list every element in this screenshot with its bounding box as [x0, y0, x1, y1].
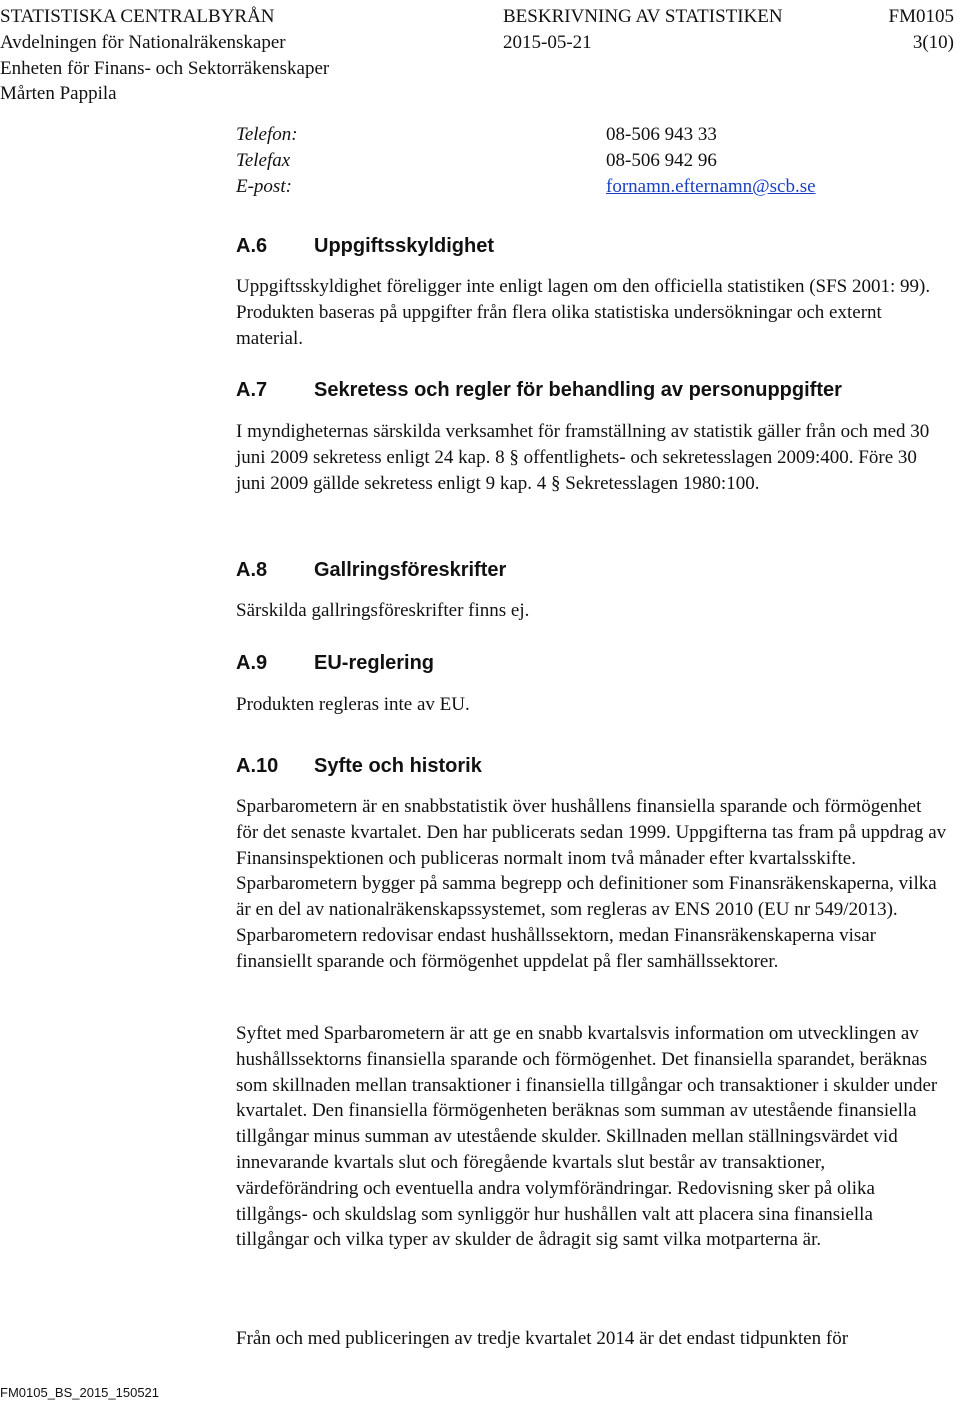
fax-value: 08-506 942 96: [606, 150, 717, 171]
section-a6-title: Uppgiftsskyldighet: [314, 235, 495, 257]
section-a8-title: Gallringsföreskrifter: [314, 559, 507, 581]
section-a7-title: Sekretess och regler för behandling av personuppgifter: [314, 379, 842, 401]
section-a10-number: A.10: [236, 755, 279, 777]
section-a8-text: Särskilda gallringsföreskrifter finns ej.: [236, 600, 530, 621]
header-author: Mårten Pappila: [0, 83, 117, 104]
phone-value: 08-506 943 33: [606, 124, 717, 145]
section-a10-paragraph-3: Från och med publiceringen av tredje kvartalet 2014 är det endast tidpunkten för: [236, 1328, 849, 1349]
email-link[interactable]: fornamn.efternamn@scb.se: [606, 176, 816, 197]
section-a9-number: A.9: [236, 652, 268, 674]
header-department: Avdelningen för Nationalräkenskaper: [0, 32, 286, 53]
header-date: 2015-05-21: [503, 32, 592, 53]
section-a9-text: Produkten regleras inte av EU.: [236, 694, 470, 715]
section-a8-number: A.8: [236, 559, 268, 581]
section-a6-number: A.6: [236, 235, 268, 257]
section-a6-text: Uppgiftsskyldighet föreligger inte enligt lagen om den officiella statistiken (SFS 2001: 99). Produkten baseras på uppgifter från flera olika statistiska undersökningar och externt material.: [236, 276, 931, 349]
header-unit: Enheten för Finans- och Sektorräkenskaper: [0, 58, 330, 79]
email-label: E-post:: [236, 176, 292, 197]
footer-doc-id: FM0105_BS_2015_150521: [0, 1385, 160, 1400]
phone-label: Telefon:: [236, 124, 298, 145]
header-doc-type: BESKRIVNING AV STATISTIKEN: [503, 6, 783, 27]
section-a10-title: Syfte och historik: [314, 755, 482, 777]
fax-label: Telefax: [236, 150, 291, 171]
section-a10-paragraph-1: Sparbarometern är en snabbstatistik över hushållens finansiella sparande och förmögenhet för det senaste kvartalet. Den har publicerats sedan 1999. Uppgifterna tas fram på uppdrag av Finansinspektionen och publiceras normalt inom två månader efter kvartalsskifte. Sparbarometern bygger på samma begrepp och definitioner som Finansräkenskaperna, vilka är en del av nationalräkenskapssystemet, som regleras av ENS 2010 (EU nr 549/2013). Sparbarometern redovisar endast hushållssektorn, medan Finansräkenskaperna visar finansiellt sparande och förmögenhet uppdelat på fler samhällssektorer.: [236, 796, 947, 972]
section-a7-text: I myndigheternas särskilda verksamhet för framställning av statistik gäller från och med 30 juni 2009 sekretess enligt 24 kap. 8 § offentlighets- och sekretesslagen 2009:400. Före 30 juni 2009 gällde sekretess enligt 9 kap. 4 § Sekretesslagen 1980:100.: [236, 421, 930, 494]
section-a10-paragraph-2: Syftet med Sparbarometern är att ge en snabb kvartalsvis information om utvecklingen av hushållssektorns finansiella sparande och förmögenhet. Det finansiella sparandet, beräknas som skillnaden mellan transaktioner i finansiella tillgångar och transaktioner i skulder under kvartalet. Den finansiella förmögenheten beräknas som summan av utestående finansiella tillgångar minus summan av utestående skulder. Skillnaden mellan ställningsvärdet vid innevarande kvartals slut och föregående kvartals slut består av transaktioner, värdeförändring och eventuella andra volymförändringar. Redovisning sker på olika tillgångs- och skuldslag som synliggör hur hushållen valt att placera sina finansiella tillgångar och vilka typer av skulder de ådragit sig samt vilka motparterna är.: [236, 1023, 938, 1251]
header-page-number: 3(10): [912, 32, 954, 53]
section-a7-number: A.7: [236, 379, 268, 401]
header-org: STATISTISKA CENTRALBYRÅN: [0, 6, 275, 27]
header-form-code: FM0105: [888, 6, 954, 27]
section-a9-title: EU-reglering: [314, 652, 435, 674]
